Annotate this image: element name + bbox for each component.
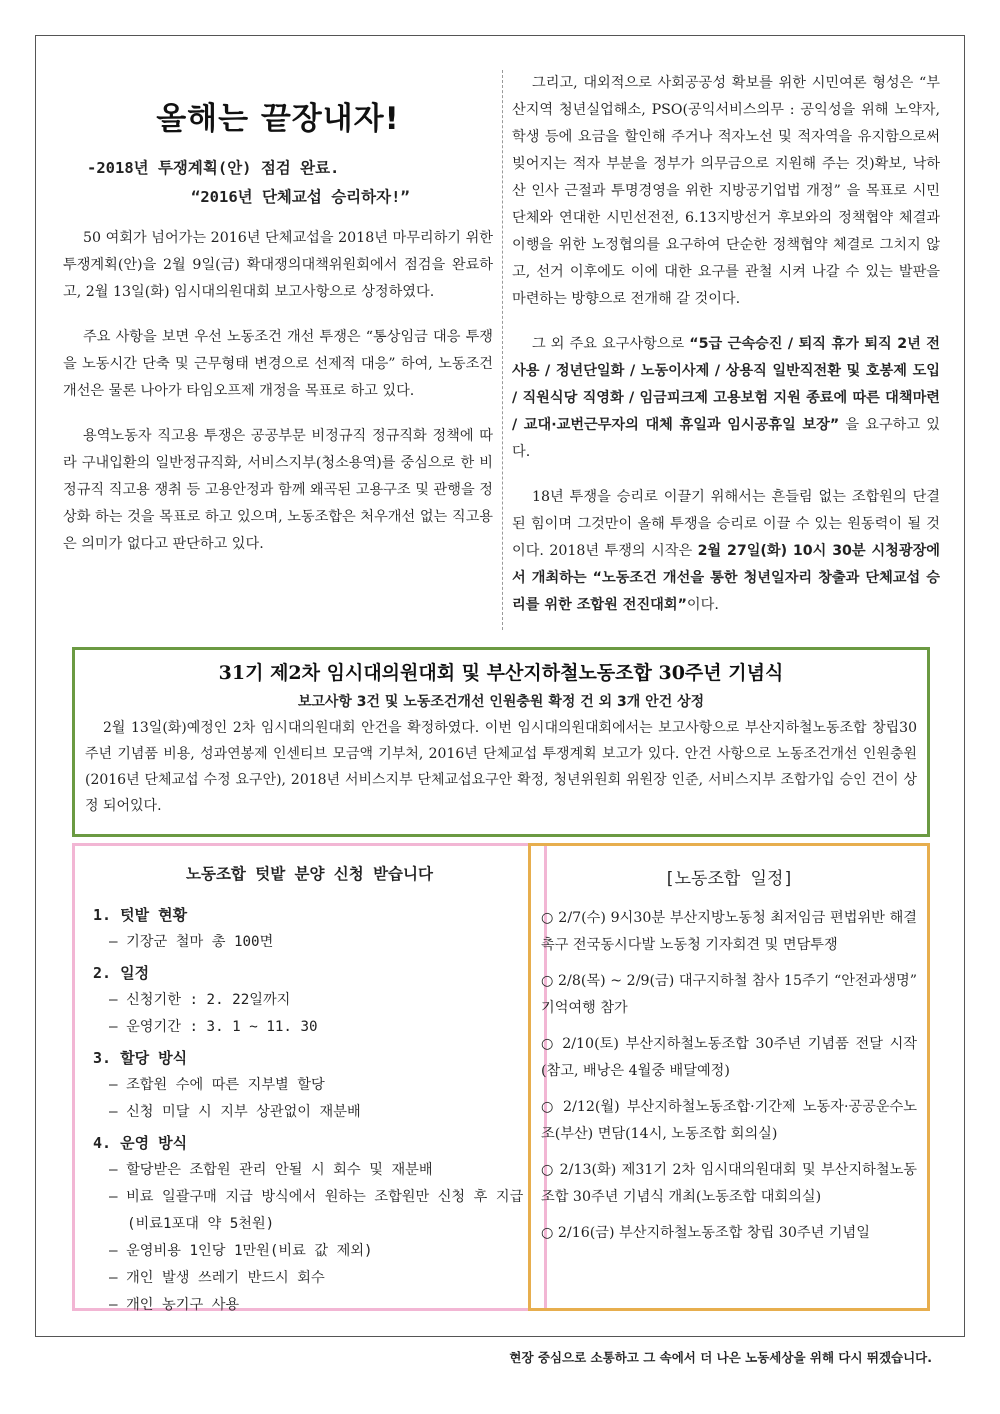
schedule-title: [노동조합 일정] bbox=[664, 869, 794, 889]
subtitle-line-2: “2016년 단체교섭 승리하자!” bbox=[191, 188, 410, 206]
column-divider bbox=[502, 70, 503, 630]
garden-section-title: 4. 운영 방식 bbox=[93, 1134, 188, 1152]
schedule-item: ○ 2/12(월) 부산지하철노동조합·기간제 노동자·공공운수노조(부산) 면담(14시, 노동조합 회의실) bbox=[541, 1099, 917, 1142]
garden-item: – 개인 농기구 사용 bbox=[109, 1297, 240, 1313]
left-column bbox=[63, 80, 493, 576]
paragraph-4: 그리고, 대외적으로 사회공공성 확보를 위한 시민여론 형성은 “부산지역 청년실업해소, PSO(공익서비스의무 : 공익성을 위해 노약자, 학생 등에 요금을 할인해 주거나 적자노선 및 적자역을 유지함으로써 빚어지는 적자 부분을 정부가 의무금으로 지원해 주는 것)확보, 낙하산 인사 근절과 투명경영을 위한 지방공기업법 개정” 을 목표로 시민단체와 연대한 시민선전전, 6.13지방선거 후보와의 정책협약 체결과 이행을 위한 노정협의를 요구하여 단순한 정책협약 체결로 그치지 않고, 선거 이후에도 이에 대한 요구를 관철 시켜 나갈 수 있는 발판을 마련하는 방향으로 전개해 갈 것이다. bbox=[512, 75, 940, 307]
paragraph-2: 주요 사항을 보면 우선 노동조건 개선 투쟁은 “통상임금 대응 투쟁을 노동시간 단축 및 근무형태 변경으로 선제적 대응” 하여, 노동조건 개선은 물론 나아가 타임오프제 개정을 목표로 하고 있다. bbox=[63, 329, 493, 399]
garden-item: – 개인 발생 쓰레기 반드시 회수 bbox=[109, 1270, 325, 1286]
meeting-title: 31기 제2차 임시대의원대회 및 부산지하철노동조합 30주년 기념식 bbox=[218, 662, 784, 684]
garden-section-title: 1. 텃밭 현황 bbox=[93, 906, 188, 924]
schedule-item: ○ 2/8(목) ~ 2/9(금) 대구지하철 참사 15주기 “안전과생명” 기억여행 참가 bbox=[541, 973, 917, 1016]
schedule-item: ○ 2/10(토) 부산지하철노동조합 30주년 기념품 전달 시작(참고, 배낭은 4월중 배달예정) bbox=[541, 1036, 917, 1079]
right-column bbox=[512, 70, 940, 637]
p5-tail: 을 요구하고 있다. bbox=[512, 417, 940, 460]
garden-item: – 신청 미달 시 지부 상관없이 재분배 bbox=[109, 1104, 361, 1120]
garden-item: – 신청기한 : 2. 22일까지 bbox=[109, 992, 291, 1008]
footer-slogan: 현장 중심으로 소통하고 그 속에서 더 나은 노동세상을 위해 다시 뛰겠습니다. bbox=[509, 1350, 932, 1365]
paragraph-1: 50 여회가 넘어가는 2016년 단체교섭을 2018년 마무리하기 위한 투쟁계획(안)을 2월 9일(금) 확대쟁의대책위원회에서 점검을 완료하고, 2월 13일(화) 임시대의원대회 보고사항으로 상정하였다. bbox=[63, 230, 493, 300]
garden-section-title: 2. 일정 bbox=[93, 964, 150, 982]
meeting-subtitle: 보고사항 3건 및 노동조건개선 인원충원 확정 건 외 3개 안건 상정 bbox=[297, 694, 705, 710]
headline: 올해는 끝장내자! bbox=[156, 101, 400, 137]
p6-lead: 18년 투쟁을 승리로 이끌기 위해서는 흔들림 없는 조합원의 단결된 힘이며 그것만이 올해 투쟁을 승리로 이끌 수 있는 원동력이 될 것이다. 2018년 투쟁의 시작은 bbox=[512, 489, 940, 559]
garden-section bbox=[89, 960, 530, 1041]
schedule-box bbox=[528, 843, 930, 1311]
meeting-body: 2월 13일(화)예정인 2차 임시대의원대회 안건을 확정하였다. 이번 임시대의원대회에서는 보고사항으로 부산지하철노동조합 창립30주년 기념품 비용, 성과연봉제 인센티브 모금액 기부처, 2016년 단체교섭 투쟁계획 보고가 있다. 안건 사항으로 노동조건개선 인원충원(2016년 단체교섭 수정 요구안), 2018년 서비스지부 단체교섭요구안 확정, 청년위원회 위원장 인준, 서비스지부 조합가입 승인 건이 상정 되어있다. bbox=[85, 720, 917, 814]
schedule-item: ○ 2/7(수) 9시30분 부산지방노동청 최저임금 편법위반 해결촉구 전국동시다발 노동청 기자회견 및 면담투쟁 bbox=[541, 910, 917, 953]
garden-item: – 할당받은 조합원 관리 안될 시 회수 및 재분배 bbox=[109, 1162, 433, 1178]
garden-section bbox=[89, 902, 530, 956]
p5-lead: 그 외 주요 요구사항으로 bbox=[532, 336, 690, 352]
schedule-item: ○ 2/13(화) 제31기 2차 임시대의원대회 및 부산지하철노동조합 30주년 기념식 개최(노동조합 대회의실) bbox=[541, 1162, 917, 1205]
garden-title: 노동조합 텃밭 분양 신청 받습니다 bbox=[186, 865, 433, 883]
garden-item: – 조합원 수에 따른 지부별 할당 bbox=[109, 1077, 325, 1093]
p5-demands: “5급 근속승진 / 퇴직 휴가 퇴직 2년 전 사용 / 정년단일화 / 노동이사제 / 상용직 일반직전환 및 호봉제 도입 / 직원식당 직영화 / 임금피크제 고용보험 지원 종료에 따른 대책마련 / 교대·교번근무자의 대체 휴일과 임시공휴일 보장” bbox=[512, 336, 941, 433]
subtitle-line-1: -2018년 투쟁계획(안) 점검 완료. bbox=[87, 159, 340, 177]
garden-section bbox=[89, 1045, 530, 1126]
paragraph-3: 용역노동자 직고용 투쟁은 공공부문 비정규직 정규직화 정책에 따라 구내입환의 일반정규직화, 서비스지부(청소용역)를 중심으로 한 비정규직 직고용 쟁취 등 고용안정과 함께 왜곡된 고용구조 및 관행을 정상화 하는 것을 목표로 하고 있으며, 노동조합은 처우개선 없는 직고용은 의미가 없다고 판단하고 있다. bbox=[63, 428, 493, 552]
p6-tail: 이다. bbox=[686, 597, 719, 613]
meeting-notice-box bbox=[72, 647, 930, 837]
garden-section-title: 3. 할당 방식 bbox=[93, 1049, 188, 1067]
garden-notice-box bbox=[72, 843, 547, 1311]
garden-item: – 비료 일괄구매 지급 방식에서 원하는 조합원만 신청 후 지급(비료1포대 약 5천원) bbox=[109, 1189, 524, 1232]
garden-item: – 운영기간 : 3. 1 ~ 11. 30 bbox=[109, 1019, 318, 1035]
garden-section bbox=[89, 1130, 530, 1319]
garden-item: – 운영비용 1인당 1만원(비료 값 제외) bbox=[109, 1243, 373, 1259]
paragraph-5 bbox=[512, 331, 940, 466]
p6-rally: 2월 27일(화) 10시 30분 시청광장에서 개최하는 “노동조건 개선을 통한 청년일자리 창출과 단체교섭 승리를 위한 조합원 전진대회” bbox=[512, 543, 940, 613]
schedule-item: ○ 2/16(금) 부산지하철노동조합 창립 30주년 기념일 bbox=[541, 1225, 870, 1241]
paragraph-6 bbox=[512, 484, 940, 619]
garden-item: – 기장군 철마 총 100면 bbox=[109, 934, 274, 950]
